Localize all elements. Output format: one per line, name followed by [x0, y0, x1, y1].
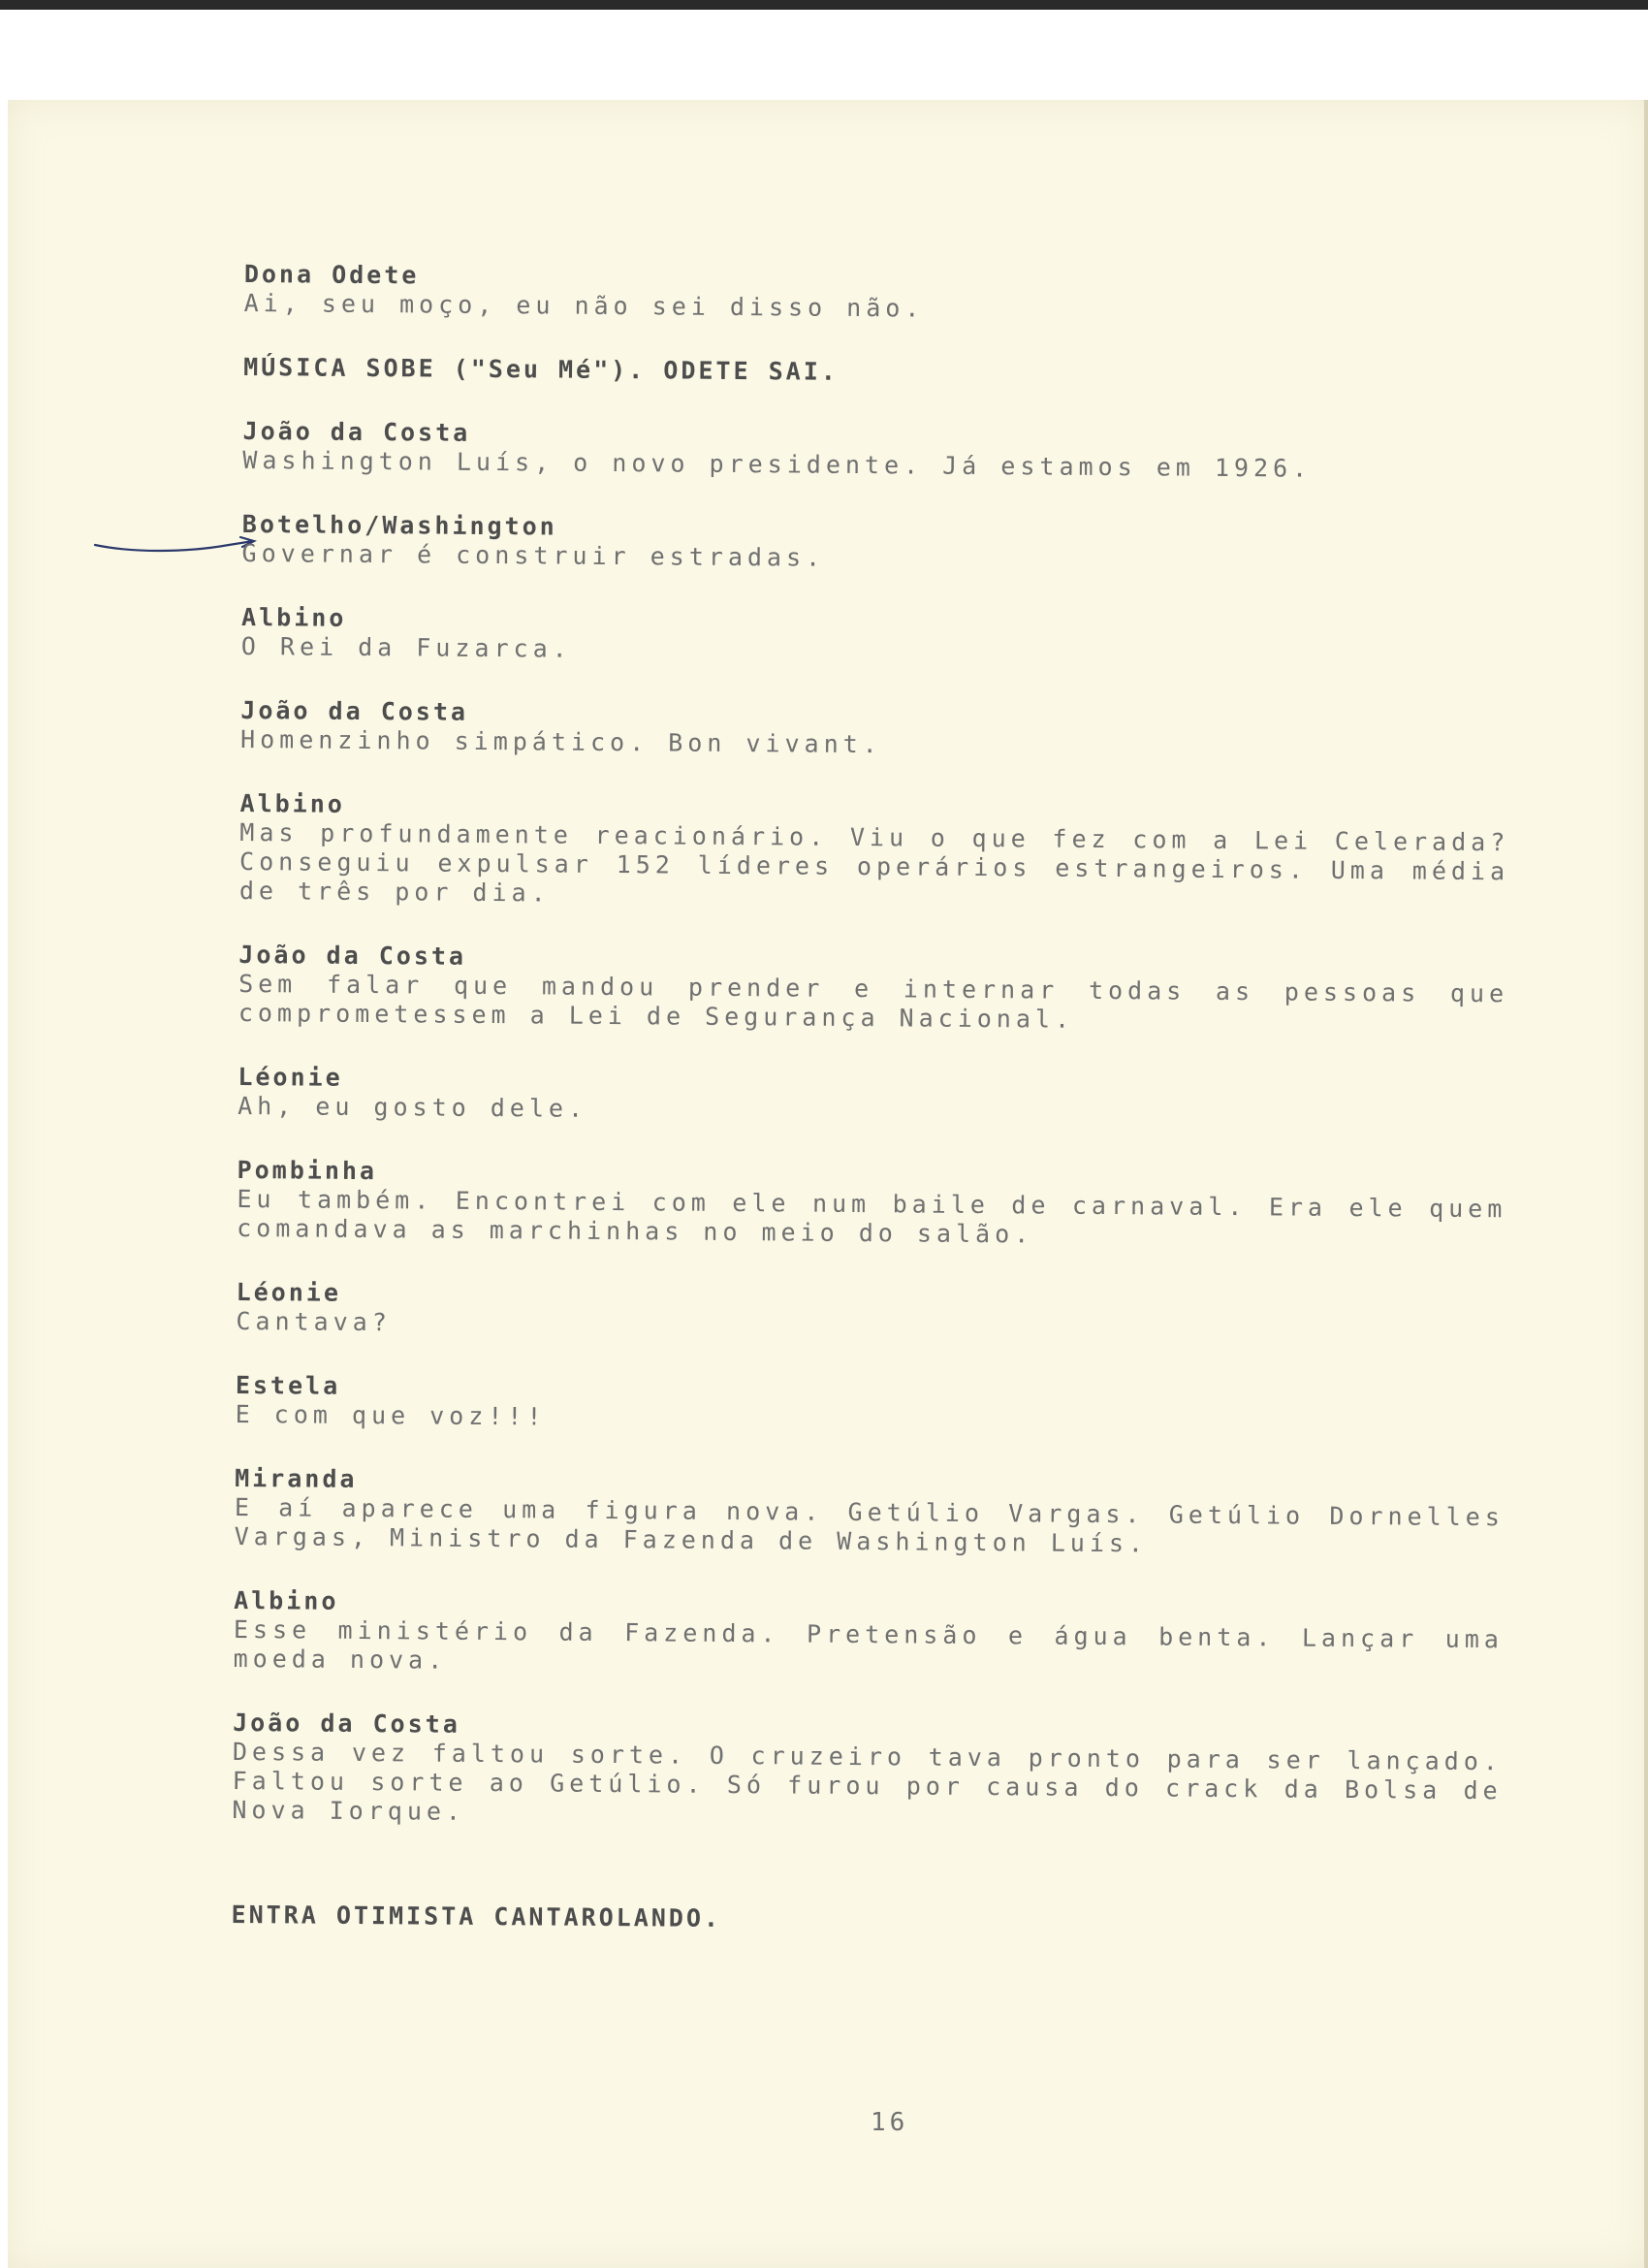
speaker-name: Albino: [240, 602, 347, 632]
speaker-name: João da Costa: [233, 1708, 460, 1739]
dialogue-block: [244, 260, 1514, 328]
dialogue-block: [236, 1371, 1505, 1439]
speaker-name: Albino: [239, 788, 346, 818]
speaker-name: Dona Odete: [243, 260, 420, 290]
speaker-name: Botelho/Washington: [241, 509, 557, 541]
dialogue-line: Eu também. Encontrei com ele num baile de carnaval. Era ele quem comandava as marchinhas no meio do salão.: [237, 1184, 1507, 1249]
dialogue-line: O Rei da Fuzarca.: [240, 631, 572, 663]
speaker-name: João da Costa: [242, 416, 471, 447]
dialogue-line: E aí aparece uma figura nova. Getúlio Vargas. Getúlio Dornelles Vargas, Ministro da Fazenda de Washington Luís.: [234, 1492, 1505, 1558]
speaker-name: Pombinha: [237, 1155, 378, 1186]
dialogue-line: E com que voz!!!: [235, 1399, 547, 1431]
dialogue-block: [232, 1709, 1503, 1835]
speaker-name: Léonie: [238, 1062, 343, 1092]
dialogue-block: [235, 1464, 1505, 1561]
dialogue-line: Sem falar que mandou prender e internar todas as pessoas que comprometessem a Lei de Segurança Nacional.: [238, 969, 1509, 1034]
dialogue-line: Governar é construir estradas.: [241, 538, 826, 572]
speaker-name: João da Costa: [240, 695, 469, 726]
dialogue-block: [236, 1278, 1505, 1346]
dialogue-block: [241, 603, 1511, 671]
dialogue-block: [239, 789, 1510, 915]
dialogue-block: [238, 941, 1509, 1038]
dialogue-block: [242, 417, 1512, 485]
paper-right-edge: [1644, 100, 1648, 2268]
dialogue-line: Cantava?: [236, 1306, 392, 1337]
handwritten-pen-mark: [93, 524, 258, 562]
stage-direction: ENTRA OTIMISTA CANTAROLANDO.: [231, 1900, 722, 1933]
dialogue-line: Dessa vez faltou sorte. O cruzeiro tava pronto para ser lançado. Faltou sorte ao Getúlio. Só furou por causa do crack da Bolsa de Nova Iorque.: [232, 1737, 1503, 1826]
dialogue-block: [237, 1156, 1507, 1253]
dialogue-block: [240, 696, 1510, 764]
page-number: 16: [871, 2108, 909, 2137]
dialogue-block: [238, 1063, 1507, 1131]
scan-top-border: [0, 0, 1648, 10]
dialogue-line: Ah, eu gosto dele.: [238, 1091, 588, 1123]
dialogue-block: [234, 1586, 1505, 1683]
dialogue-block: [242, 510, 1512, 578]
dialogue-line: Homenzinho simpático. Bon vivant.: [240, 724, 882, 759]
speaker-name: Miranda: [235, 1463, 358, 1493]
speaker-name: Estela: [235, 1370, 341, 1400]
speaker-name: João da Costa: [238, 940, 467, 971]
speaker-name: Léonie: [236, 1277, 342, 1307]
dialogue-line: Esse ministério da Fazenda. Pretensão e água benta. Lançar uma moeda nova.: [233, 1614, 1504, 1675]
script-body: [231, 260, 1514, 1974]
dialogue-line: Washington Luís, o novo presidente. Já estamos em 1926.: [242, 445, 1313, 483]
dialogue-line: Ai, seu moço, eu não sei disso não.: [243, 288, 925, 323]
speaker-name: Albino: [234, 1585, 339, 1615]
dialogue-line: Mas profundamente reacionário. Viu o que fez com a Lei Celerada? Conseguiu expulsar 152 líderes operários estrangeiros. Uma média de três por dia.: [238, 817, 1510, 908]
stage-direction: MÚSICA SOBE ("Seu Mé"). ODETE SAI.: [243, 352, 839, 386]
